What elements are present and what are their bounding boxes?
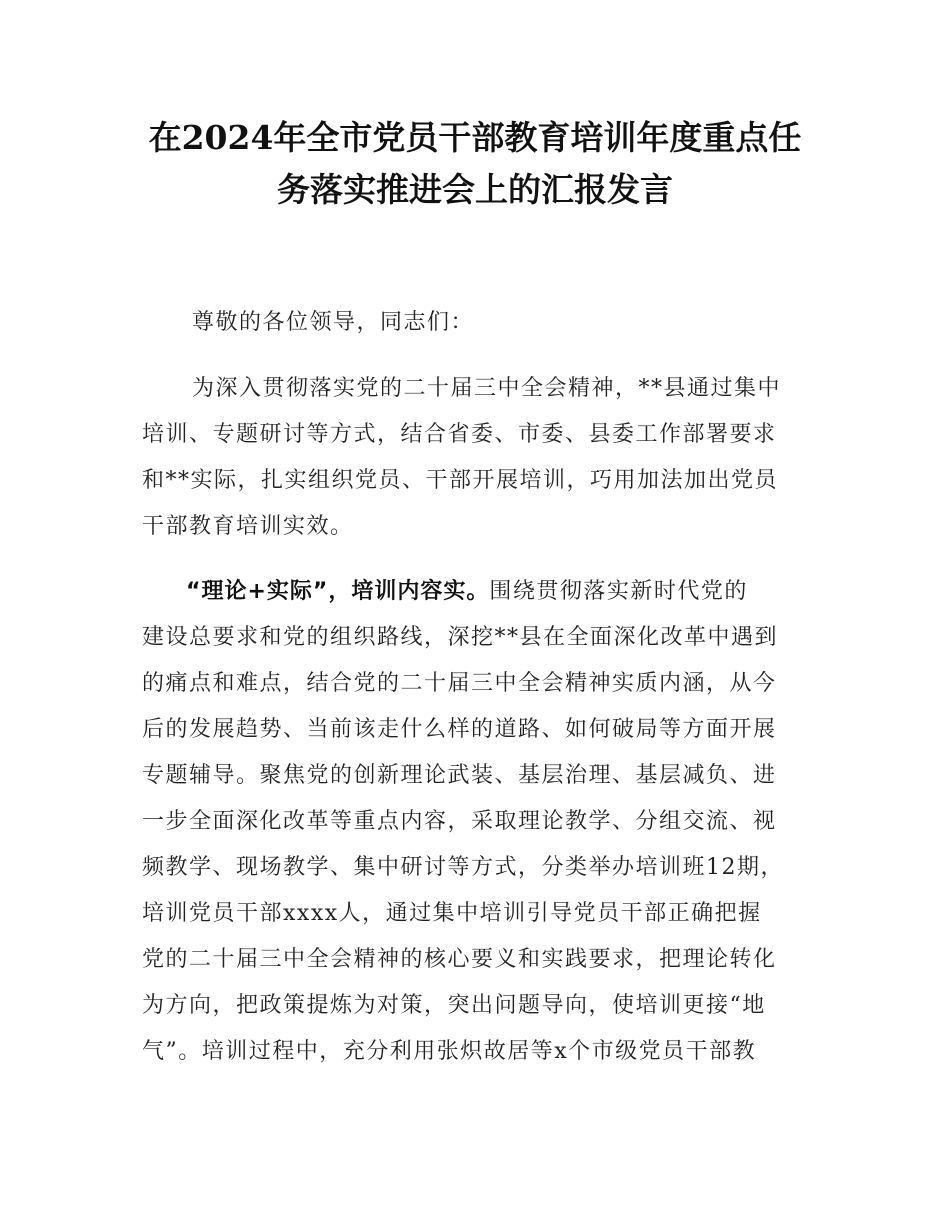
section1-line-8: 培训党员干部xxxx人，通过集中培训引导党员干部正确把握 — [142, 901, 762, 926]
section1-first-line — [186, 577, 748, 607]
section1-line-9: 党的二十届三中全会精神的核心要义和实践要求，把理论转化 — [142, 947, 777, 972]
section1-line-2: 建设总要求和党的组织路线，深挖**县在全面深化改革中遇到 — [142, 625, 779, 650]
document-title-line-1: 在2024年全市党员干部教育培训年度重点任 — [148, 118, 802, 157]
section1-line-3: 的痛点和难点，结合党的二十届三中全会精神实质内涵，从今 — [142, 671, 777, 696]
section1-line-7: 频教学、现场教学、集中研讨等方式，分类举办培训班12期， — [142, 855, 784, 880]
section1-line-4: 后的发展趋势、当前该走什么样的道路、如何破局等方面开展 — [142, 717, 777, 742]
section1-line-6: 一步全面深化改革等重点内容，采取理论教学、分组交流、视 — [142, 809, 777, 834]
intro-line-2: 培训、专题研讨等方式，结合省委、市委、县委工作部署要求 — [142, 422, 777, 447]
section1-line-11: 气”。培训过程中，充分利用张炽故居等x个市级党员干部教 — [142, 1039, 757, 1064]
intro-line-4: 干部教育培训实效。 — [142, 514, 354, 539]
intro-line-1: 为深入贯彻落实党的二十届三中全会精神，**县通过集中 — [192, 376, 782, 401]
salutation: 尊敬的各位领导，同志们： — [192, 310, 475, 335]
section1-line-5: 专题辅导。聚焦党的创新理论武装、基层治理、基层减负、进 — [142, 763, 777, 788]
document-title-line-2: 务落实推进会上的汇报发言 — [277, 170, 673, 209]
section1-heading: “理论+实际”，培训内容实。 — [186, 579, 490, 604]
section1-line-10: 为方向，把政策提炼为对策，突出问题导向，使培训更接“地 — [142, 993, 766, 1018]
intro-line-3: 和**实际，扎实组织党员、干部开展培训，巧用加法加出党员 — [142, 468, 779, 493]
section1-first-line-rest: 围绕贯彻落实新时代党的 — [489, 579, 748, 604]
